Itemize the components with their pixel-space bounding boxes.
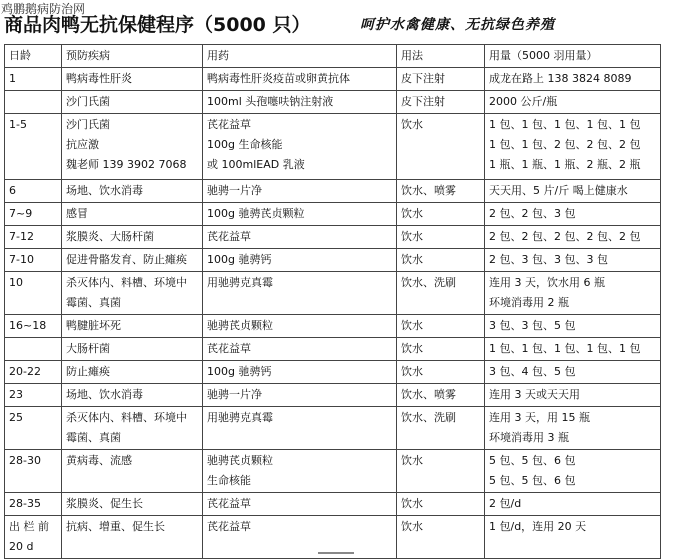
cell-age: 28-35	[5, 493, 62, 516]
table-row	[5, 315, 661, 338]
cell-disease-line: 场地、饮水消毒	[66, 184, 143, 197]
cell-disease-line: 魏老师 139 3902 7068	[66, 158, 187, 171]
cell-age: 20-22	[5, 361, 62, 384]
cell-dosage	[485, 68, 661, 91]
cell-disease-line: 霉菌、真菌	[66, 431, 121, 444]
page-title: 商品肉鸭无抗保健程序（5000 只）	[4, 14, 311, 36]
cell-disease	[62, 450, 203, 493]
cell-drug-line: 100g 驰骋钙	[207, 365, 272, 378]
cell-age: 16~18	[5, 315, 62, 338]
cell-drug-line: 驰骋一片净	[207, 388, 262, 401]
cell-drug-line: 生命核能	[207, 474, 251, 487]
table-row	[5, 450, 661, 493]
table-row	[5, 338, 661, 361]
cell-drug	[203, 407, 397, 450]
cell-dosage	[485, 384, 661, 407]
cell-disease-line: 黄病毒、流感	[66, 454, 132, 467]
cell-dosage	[485, 516, 661, 559]
cell-dosage-line: 2 包、3 包、3 包、3 包	[489, 253, 608, 266]
table-row	[5, 180, 661, 203]
cell-drug-line: 芪花益草	[207, 118, 251, 131]
cell-disease	[62, 226, 203, 249]
header-method: 用法	[397, 45, 485, 68]
cell-dosage-line: 2 包/d	[489, 497, 522, 510]
cell-method: 饮水、喷雾	[397, 384, 485, 407]
cell-disease	[62, 91, 203, 114]
table-row	[5, 68, 661, 91]
cell-dosage	[485, 338, 661, 361]
cell-drug	[203, 249, 397, 272]
cell-disease-line: 鸭腱脏坏死	[66, 319, 121, 332]
cell-method: 饮水	[397, 315, 485, 338]
cell-disease-line: 促进骨骼发育、防止瘫痪	[66, 253, 187, 266]
table-row	[5, 249, 661, 272]
cell-disease-line: 霉菌、真菌	[66, 296, 121, 309]
cell-age: 6	[5, 180, 62, 203]
cell-dosage-line: 连用 3 天，用 15 瓶	[489, 411, 590, 424]
cell-disease	[62, 338, 203, 361]
cell-dosage-line: 3 包、4 包、5 包	[489, 365, 576, 378]
cell-disease	[62, 203, 203, 226]
cell-drug	[203, 338, 397, 361]
cell-method: 饮水	[397, 203, 485, 226]
cell-age: 1-5	[5, 114, 62, 180]
cell-drug-line: 驰骋一片净	[207, 184, 262, 197]
cell-dosage	[485, 114, 661, 180]
cell-disease-line: 大肠杆菌	[66, 342, 110, 355]
cell-dosage-line: 连用 3 天或天天用	[489, 388, 580, 401]
cell-method: 饮水	[397, 450, 485, 493]
cell-age: 28-30	[5, 450, 62, 493]
cell-drug	[203, 315, 397, 338]
cell-dosage-line: 1 包、1 包、1 包、1 包、1 包	[489, 118, 641, 131]
cell-drug	[203, 384, 397, 407]
cell-drug	[203, 516, 397, 559]
cell-disease-line: 沙门氏菌	[66, 118, 110, 131]
cell-age: 23	[5, 384, 62, 407]
cell-disease-line: 鸭病毒性肝炎	[66, 72, 132, 85]
cell-drug	[203, 91, 397, 114]
cell-age: 7~9	[5, 203, 62, 226]
cell-dosage-line: 1 包/d，连用 20 天	[489, 520, 587, 533]
table-row	[5, 114, 661, 180]
cell-disease	[62, 249, 203, 272]
cell-dosage-line: 环境消毒用 3 瓶	[489, 431, 569, 444]
cell-disease-line: 场地、饮水消毒	[66, 388, 143, 401]
table-row	[5, 91, 661, 114]
table-header-row	[5, 45, 661, 68]
cell-disease	[62, 272, 203, 315]
table-row	[5, 226, 661, 249]
cell-disease-line: 感冒	[66, 207, 88, 220]
cell-drug-line: 驰骋芪贞颗粒	[207, 454, 273, 467]
cell-disease	[62, 516, 203, 559]
cell-method: 饮水	[397, 493, 485, 516]
cell-age: 10	[5, 272, 62, 315]
cell-age: 1	[5, 68, 62, 91]
cell-drug	[203, 450, 397, 493]
cell-dosage	[485, 315, 661, 338]
slogan: 呵护水禽健康、无抗绿色养殖	[360, 17, 555, 33]
cell-method: 饮水	[397, 516, 485, 559]
cell-dosage	[485, 226, 661, 249]
cell-method: 饮水	[397, 361, 485, 384]
cell-dosage	[485, 272, 661, 315]
cell-drug	[203, 226, 397, 249]
cell-dosage-line: 成龙在路上 138 3824 8089	[489, 72, 632, 85]
cell-drug-line: 芪花益草	[207, 230, 251, 243]
table-body	[5, 68, 661, 559]
table-row	[5, 272, 661, 315]
cell-dosage-line: 2 包、2 包、2 包、2 包、2 包	[489, 230, 641, 243]
cell-dosage	[485, 493, 661, 516]
cell-dosage	[485, 407, 661, 450]
cell-disease-line: 杀灭体内、料槽、环境中	[66, 276, 187, 289]
cell-disease-line: 浆膜炎、促生长	[66, 497, 143, 510]
cell-drug	[203, 68, 397, 91]
cell-disease	[62, 68, 203, 91]
cell-drug-line: 芪花益草	[207, 520, 251, 533]
cell-age	[5, 91, 62, 114]
cell-method: 饮水	[397, 338, 485, 361]
cell-method: 饮水	[397, 114, 485, 180]
watermark-text: 鸡鹏鹅病防治网	[1, 2, 86, 16]
cell-drug-line: 用驰骋克真霉	[207, 411, 273, 424]
cell-age: 25	[5, 407, 62, 450]
cell-method: 饮水、洗刷	[397, 272, 485, 315]
cell-age	[5, 338, 62, 361]
cell-dosage-line: 2000 公斤/瓶	[489, 95, 558, 108]
cell-method: 皮下注射	[397, 91, 485, 114]
cell-disease	[62, 384, 203, 407]
cell-disease	[62, 180, 203, 203]
cell-disease	[62, 361, 203, 384]
cell-disease	[62, 493, 203, 516]
table-row	[5, 384, 661, 407]
header-drug: 用药	[203, 45, 397, 68]
cell-dosage-line: 1 包、1 包、2 包、2 包、2 包	[489, 138, 641, 151]
cell-dosage	[485, 203, 661, 226]
cell-drug-line: 驰骋芪贞颗粒	[207, 319, 273, 332]
cell-method: 饮水	[397, 249, 485, 272]
header-age: 日龄	[5, 45, 62, 68]
cell-disease-line: 抗病、增重、促生长	[66, 520, 165, 533]
cell-drug-line: 100g 驰骋芪贞颗粒	[207, 207, 305, 220]
scroll-marker	[318, 552, 354, 554]
cell-drug-line: 100ml 头孢噻呋钠注射液	[207, 95, 334, 108]
cell-dosage-line: 3 包、3 包、5 包	[489, 319, 576, 332]
cell-drug-line: 或 100mlEAD 乳液	[207, 158, 305, 171]
cell-dosage-line: 环境消毒用 2 瓶	[489, 296, 569, 309]
cell-method: 饮水	[397, 226, 485, 249]
cell-disease-line: 杀灭体内、料槽、环境中	[66, 411, 187, 424]
cell-drug	[203, 180, 397, 203]
cell-method: 饮水、洗刷	[397, 407, 485, 450]
cell-method: 皮下注射	[397, 68, 485, 91]
cell-method: 饮水、喷雾	[397, 180, 485, 203]
cell-disease	[62, 114, 203, 180]
cell-drug-line: 芪花益草	[207, 342, 251, 355]
table-row	[5, 407, 661, 450]
table-row	[5, 203, 661, 226]
cell-drug-line: 芪花益草	[207, 497, 251, 510]
cell-drug	[203, 493, 397, 516]
cell-drug-line: 鸭病毒性肝炎疫苗或卵黄抗体	[207, 72, 350, 85]
cell-dosage-line: 5 包、5 包、6 包	[489, 454, 576, 467]
cell-age: 出 栏 前 20 d	[5, 516, 62, 559]
cell-age: 7-10	[5, 249, 62, 272]
cell-dosage-line: 连用 3 天，饮水用 6 瓶	[489, 276, 605, 289]
cell-dosage	[485, 450, 661, 493]
cell-dosage-line: 2 包、2 包、3 包	[489, 207, 576, 220]
cell-dosage	[485, 91, 661, 114]
cell-dosage-line: 1 包、1 包、1 包、1 包、1 包	[489, 342, 641, 355]
program-table	[4, 44, 661, 559]
cell-disease-line: 抗应激	[66, 138, 99, 151]
cell-drug-line: 用驰骋克真霉	[207, 276, 273, 289]
cell-drug-line: 100g 驰骋钙	[207, 253, 272, 266]
cell-dosage	[485, 249, 661, 272]
cell-disease	[62, 315, 203, 338]
cell-drug	[203, 114, 397, 180]
cell-disease-line: 沙门氏菌	[66, 95, 110, 108]
table-row	[5, 361, 661, 384]
cell-drug	[203, 272, 397, 315]
cell-disease-line: 浆膜炎、大肠杆菌	[66, 230, 154, 243]
header-dosage: 用量（5000 羽用量）	[485, 45, 661, 68]
cell-drug-line: 100g 生命核能	[207, 138, 283, 151]
cell-disease	[62, 407, 203, 450]
cell-age: 7-12	[5, 226, 62, 249]
table-row	[5, 493, 661, 516]
cell-drug	[203, 361, 397, 384]
cell-dosage	[485, 180, 661, 203]
cell-dosage	[485, 361, 661, 384]
cell-dosage-line: 天天用、5 片/斤 喝上健康水	[489, 184, 628, 197]
cell-dosage-line: 5 包、5 包、6 包	[489, 474, 576, 487]
header-disease: 预防疾病	[62, 45, 203, 68]
cell-drug	[203, 203, 397, 226]
cell-dosage-line: 1 瓶、1 瓶、1 瓶、2 瓶、2 瓶	[489, 158, 641, 171]
cell-disease-line: 防止瘫痪	[66, 365, 110, 378]
